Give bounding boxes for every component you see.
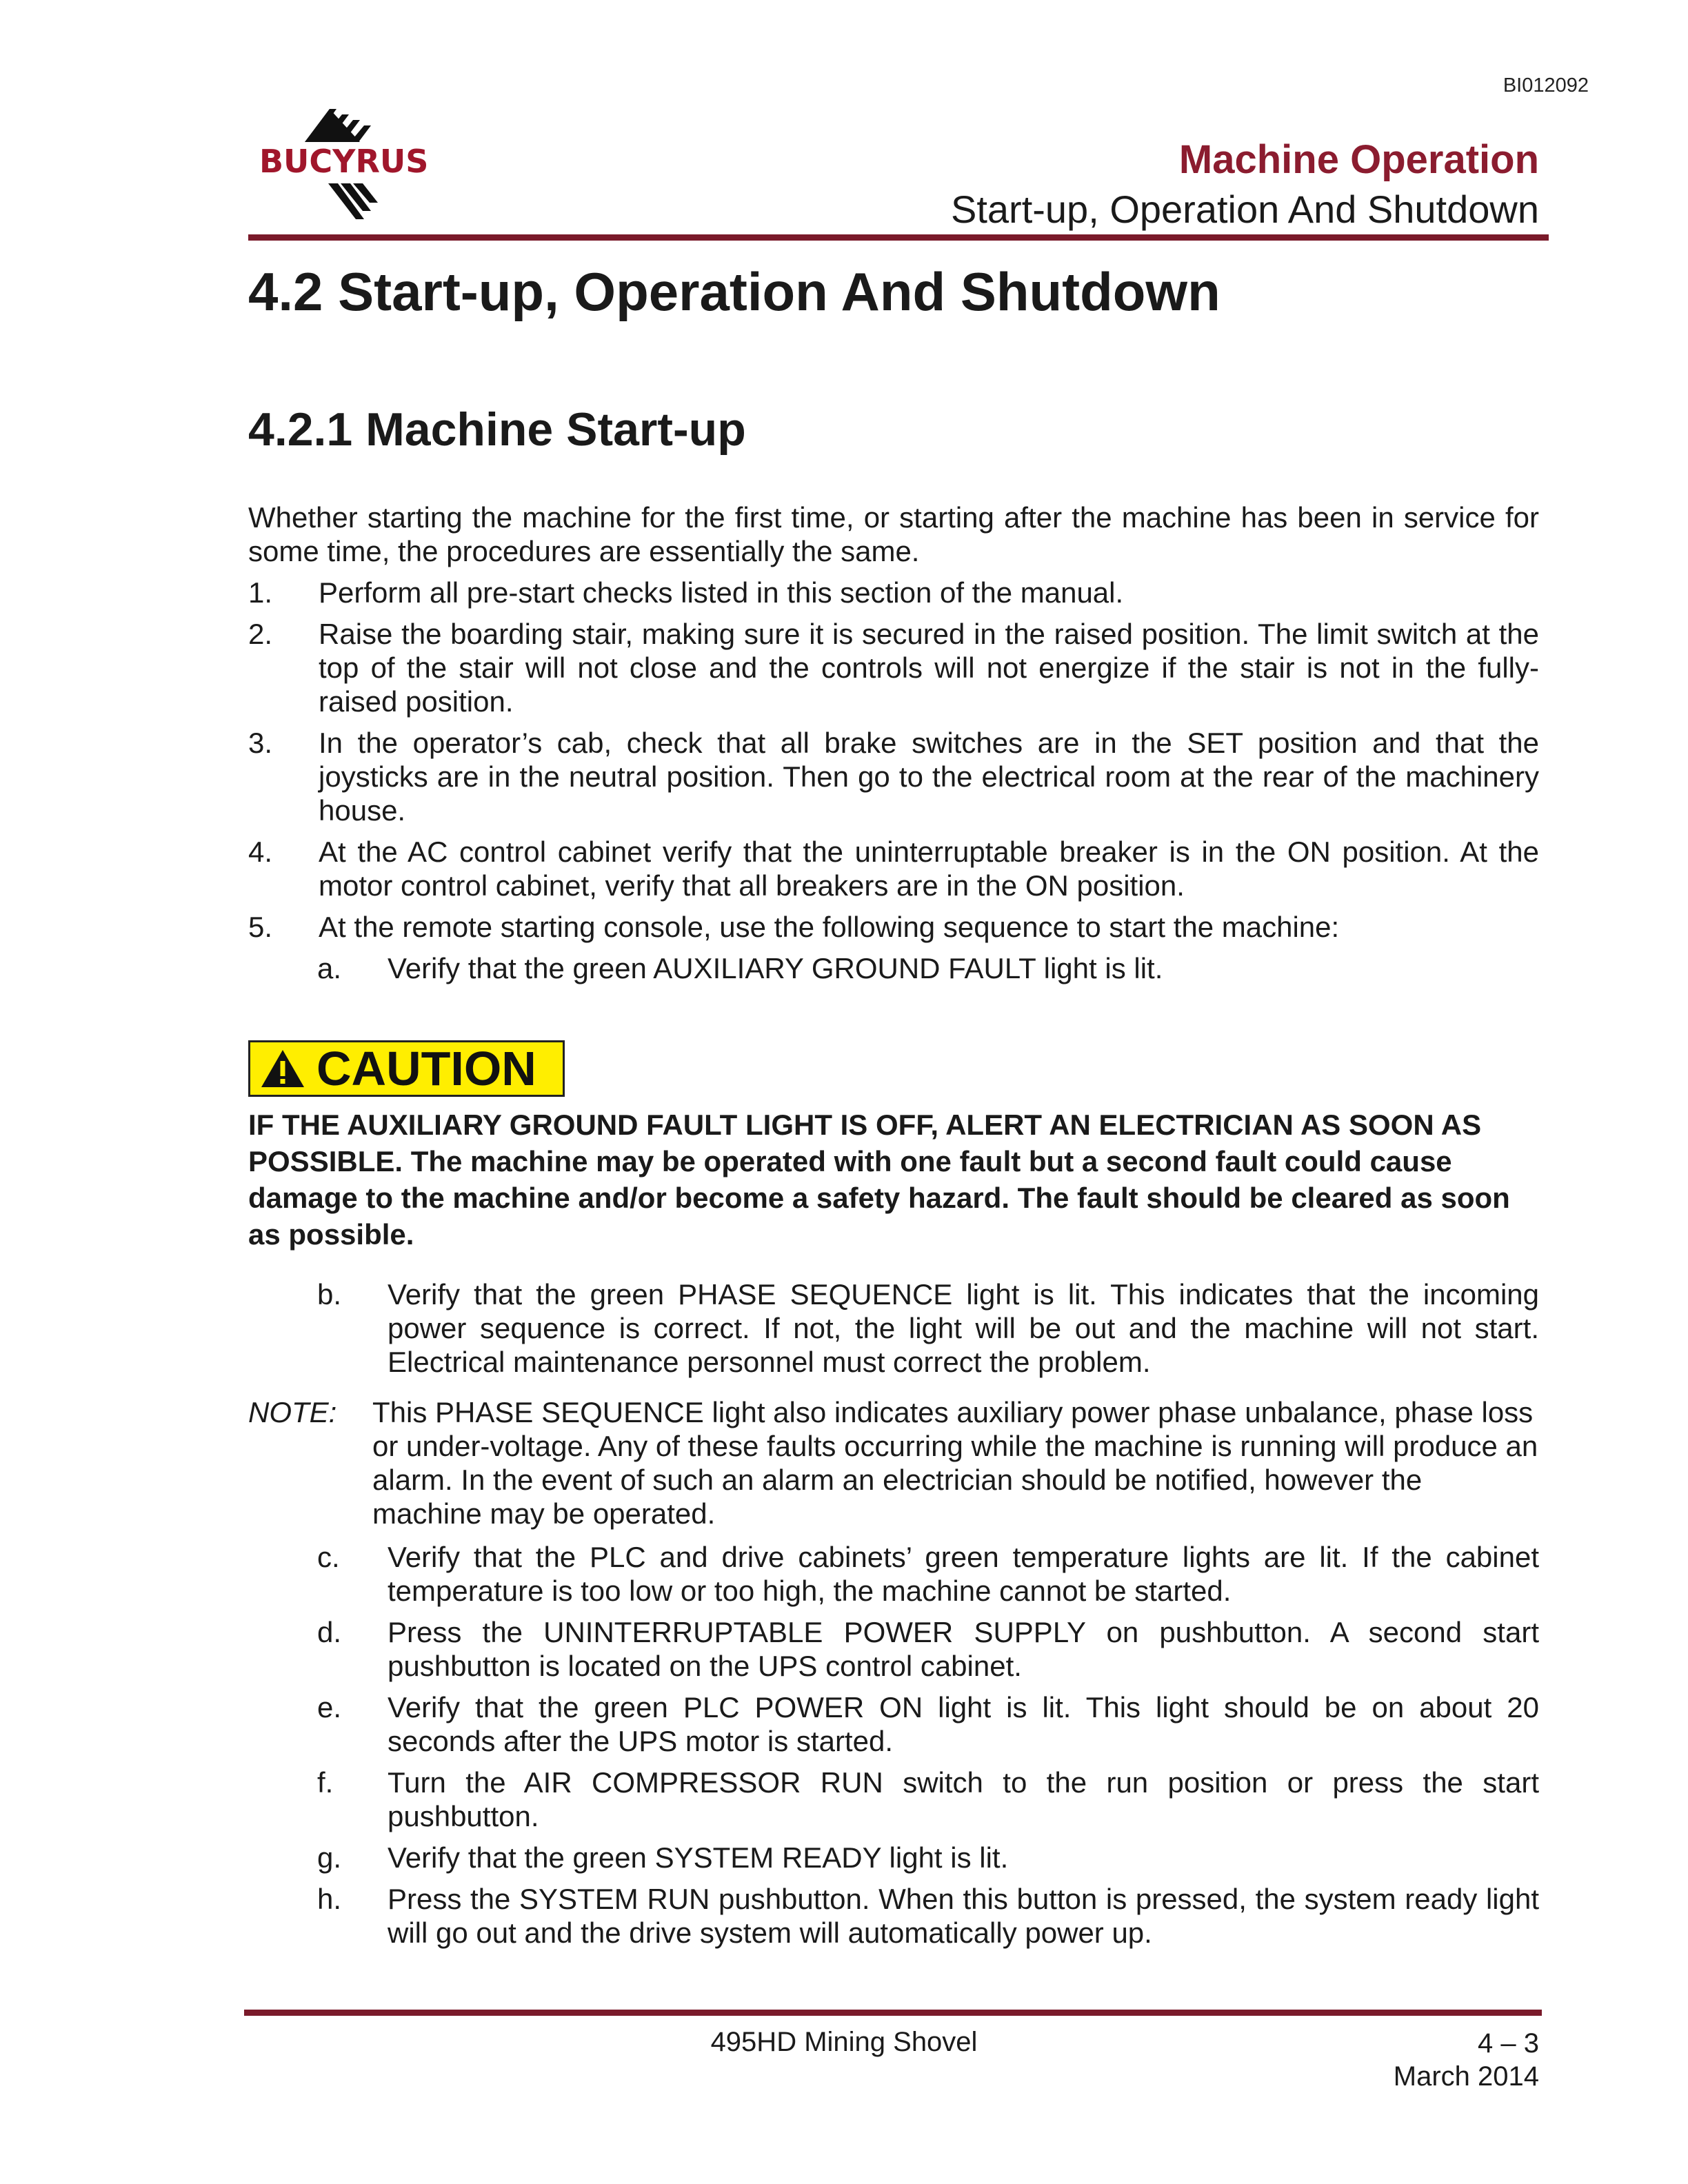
step-number: 1. bbox=[248, 576, 273, 609]
step-text: At the AC control cabinet verify that the uninterruptable breaker is in the ON position. At the motor control cabinet, verify that all breakers are in the ON position. bbox=[319, 836, 1539, 902]
list-item bbox=[248, 726, 1539, 827]
footer-product: 495HD Mining Shovel bbox=[710, 2027, 978, 2057]
caution-text: IF THE AUXILIARY GROUND FAULT LIGHT IS OFF, ALERT AN ELECTRICIAN AS SOON AS POSSIBLE. The machine may be operated with one fault but a second fault could cause damage to the machine and/or become a safety hazard. The fault should be cleared as soon as possible. bbox=[248, 1109, 1510, 1251]
list-item bbox=[317, 1766, 1539, 1833]
substeps-list bbox=[248, 1540, 1539, 1950]
step-text: In the operator’s cab, check that all brake switches are in the SET position and that the joysticks are in the neutral position. Then go to the electrical room at the rear of the machinery house. bbox=[319, 727, 1539, 827]
list-item bbox=[248, 617, 1539, 718]
note-label: NOTE: bbox=[248, 1396, 337, 1428]
list-item bbox=[317, 951, 1539, 985]
note-text: This PHASE SEQUENCE light also indicates auxiliary power phase unbalance, phase loss or under-voltage. Any of these faults occurring while the machine is running will produce an alarm. In the event of such an alarm an electrician should be notified, however the machine may be operated. bbox=[372, 1396, 1538, 1530]
footer-date: March 2014 bbox=[1393, 2061, 1539, 2092]
running-header bbox=[951, 135, 1539, 234]
substep-letter: b. bbox=[317, 1278, 342, 1311]
note-block bbox=[248, 1395, 1539, 1530]
step-text: Raise the boarding stair, making sure it is secured in the raised position. The limit switch at the top of the stair will not close and the controls will not energize if the stair is not in the fully-raised position. bbox=[319, 618, 1539, 718]
substep-text: Verify that the green PLC POWER ON light is lit. This light should be on about 20 seconds after the UPS motor is started. bbox=[388, 1691, 1539, 1757]
caution-banner bbox=[248, 1040, 565, 1097]
page-body bbox=[248, 248, 1539, 1950]
steps-list bbox=[248, 576, 1539, 985]
substep-text: Verify that the green PHASE SEQUENCE light is lit. This indicates that the incoming power sequence is correct. If not, the light will be out and the machine will not start. Electrical maintenance personnel must correct the problem. bbox=[388, 1278, 1539, 1378]
step-number: 5. bbox=[248, 911, 273, 943]
step-text: At the remote starting console, use the following sequence to start the machine: bbox=[319, 911, 1340, 943]
substep-letter: e. bbox=[317, 1691, 342, 1723]
footer-page-info bbox=[1394, 2027, 1539, 2093]
step-number: 3. bbox=[248, 727, 273, 759]
step-text: Perform all pre-start checks listed in this section of the manual. bbox=[319, 576, 1124, 609]
substep-letter: f. bbox=[317, 1766, 334, 1799]
list-item bbox=[317, 1841, 1539, 1874]
substep-text: Verify that the PLC and drive cabinets’ green temperature lights are lit. If the cabinet temperature is too low or too high, the machine cannot be started. bbox=[388, 1541, 1539, 1607]
substep-letter: d. bbox=[317, 1616, 342, 1648]
logo-wordmark: BUCYRUS bbox=[259, 143, 429, 180]
page-number: 4 – 3 bbox=[1478, 2028, 1539, 2059]
list-item bbox=[317, 1277, 1539, 1379]
page-title: 4.2 Start-up, Operation And Shutdown bbox=[248, 261, 1220, 322]
list-item bbox=[248, 576, 1539, 609]
list-item bbox=[317, 1615, 1539, 1683]
footer-rule bbox=[244, 2010, 1542, 2016]
header-subsection: Start-up, Operation And Shutdown bbox=[951, 188, 1539, 231]
substep-letter: c. bbox=[317, 1541, 340, 1573]
substep-letter: a. bbox=[317, 952, 342, 984]
substep-letter: g. bbox=[317, 1841, 342, 1874]
list-item bbox=[317, 1882, 1539, 1950]
list-item bbox=[248, 835, 1539, 902]
document-id: BI012092 bbox=[1503, 74, 1589, 97]
substeps-list bbox=[248, 1277, 1539, 1379]
step-number: 2. bbox=[248, 618, 273, 650]
step-number: 4. bbox=[248, 836, 273, 868]
warning-triangle-icon bbox=[260, 1049, 305, 1089]
header-rule bbox=[248, 234, 1549, 241]
caution-label: CAUTION bbox=[316, 1042, 536, 1095]
header-section: Machine Operation bbox=[1178, 137, 1539, 182]
list-item bbox=[317, 1540, 1539, 1608]
substep-text: Verify that the green AUXILIARY GROUND FAULT light is lit. bbox=[388, 952, 1163, 984]
substep-text: Turn the AIR COMPRESSOR RUN switch to the run position or press the start pushbutton. bbox=[388, 1766, 1539, 1832]
substep-text: Press the SYSTEM RUN pushbutton. When this button is pressed, the system ready light will go out and the drive system will automatically power up. bbox=[388, 1883, 1539, 1949]
list-item bbox=[317, 1690, 1539, 1758]
substep-text: Verify that the green SYSTEM READY light is lit. bbox=[388, 1841, 1009, 1874]
bucyrus-logo bbox=[257, 102, 463, 226]
substep-letter: h. bbox=[317, 1883, 342, 1915]
list-item bbox=[248, 910, 1539, 944]
intro-paragraph: Whether starting the machine for the first time, or starting after the machine has been in service for some time, the procedures are essentially the same. bbox=[248, 501, 1539, 567]
substep-text: Press the UNINTERRUPTABLE POWER SUPPLY on pushbutton. A second start pushbutton is located on the UPS control cabinet. bbox=[388, 1616, 1539, 1682]
section-title: 4.2.1 Machine Start-up bbox=[248, 403, 746, 456]
